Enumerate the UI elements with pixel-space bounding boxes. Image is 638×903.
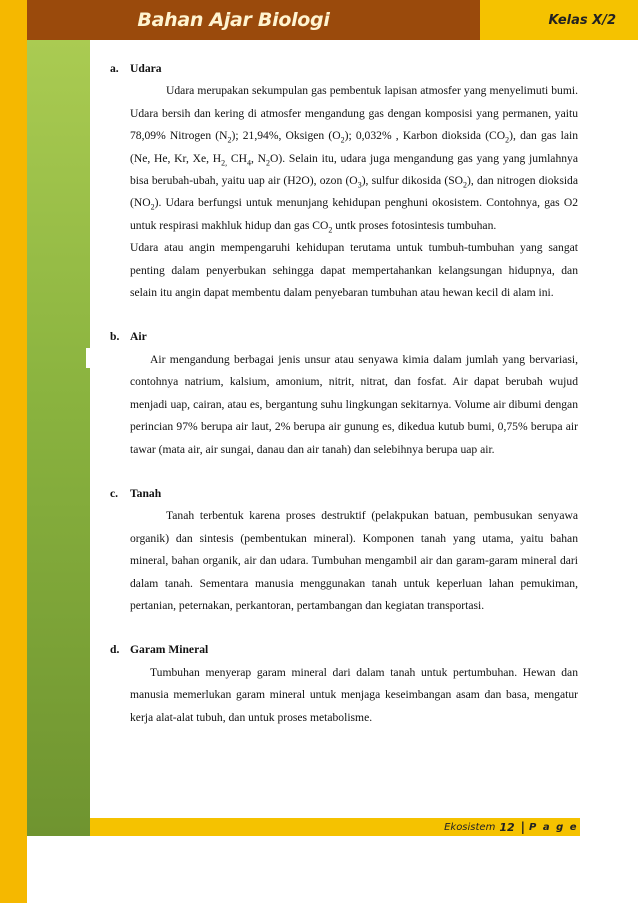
header-title-band [27, 0, 480, 40]
paragraph-garam-mineral-1: Tumbuhan menyerap garam mineral dari dalam tanah untuk pertumbuhan. Hewan dan manusia memerlukan garam mineral untuk menjaga keseimbangan asam dan basa, mengatur kerja alat-alat tubuh, dan untuk proses metabolisme. [130, 665, 578, 724]
footer-page-number: 12 [499, 820, 515, 834]
footer-page-label: P a g e [529, 821, 578, 833]
side-stripe-green [27, 40, 90, 836]
header-class-band [480, 0, 638, 40]
page-header [0, 0, 638, 40]
paragraph-air-1: Air mengandung berbagai jenis unsur atau senyawa kimia dalam jumlah yang bervariasi, contohnya natrium, kalsium, amonium, nitrit, nitrat, dan fosfat. Air dapat berubah wujud menjadi uap, cairan, atau es, bergantung suhu lingkungan sekitarnya. Volume air dibumi dengan perincian 97% berupa air laut, 2% berupa air gunung es, dikedua kutub bumi, 0,75% berupa air tawar (mata air, air sungai, danau dan air tanah) dan selebihnya berupa uap air. [130, 352, 578, 456]
section-title-udara: a. Udara [110, 62, 162, 75]
section-title-air: b. Air [110, 330, 147, 344]
header-kelas: Kelas X/2 [548, 12, 616, 28]
side-notch [86, 348, 90, 368]
footer-topic: Ekosistem [444, 821, 496, 833]
footer-separator: | [520, 820, 526, 834]
section-title-garam-mineral: d. Garam Mineral [110, 643, 209, 657]
paragraph-udara-1: Udara merupakan sekumpulan gas pembentuk lapisan atmosfer yang menyelimuti bumi. Udara bersih dan kering di atmosfer mengandung gas dengan komposisi yang permanen, yaitu 78,09% Nitrogen $(N_2)$; 21,94%, Oksigen $(O_2)$; 0,032% , Karbon dioksida $(CO_2)$, dan gas lain (Ne, He, Kr, Xe, $H_{2,}$ $CH_4$, $N_2O$). Selain itu, udara juga mengandung gas yang yang jumlahnya bisa berubah-ubah, yaitu uap air (H2O), ozon $(O_3)$, sulfur dikosida $(SO_2)$, dan nitrogen dioksida $(NO_2)$. Udara berfungsi untuk menunjang kehidupan penghuni okosistem. Contohnya, gas O2 untuk respirasi makhluk hidup dan gas $CO_2$ untk proses fotosintesis tumbuhan. [130, 84, 578, 235]
document-body [110, 58, 578, 729]
section-title-tanah: c. Tanah [110, 486, 162, 500]
header-title: Bahan Ajar Biologi [137, 9, 330, 31]
paragraph-tanah-1: Tanah terbentuk karena proses destruktif (pelakpukan batuan, pembusukan senyawa organik) dan sintesis (pembentukan mineral). Komponen tanah yang utama, yaitu bahan mineral, bahan organik, air dan udara. Tumbuhan mengambil air dan garam-garam mineral dari dalam tanah. Sementara manusia menggunakan tanah untuk keperluan lahan pemukiman, pertanian, peternakan, perkantoran, pertambangan dan kegiatan transportasi. [130, 509, 578, 612]
page-footer [90, 818, 580, 836]
side-stripe-yellow [0, 0, 27, 903]
paragraph-udara-2: Udara atau angin mempengaruhi kehidupan terutama untuk tumbuh-tumbuhan yang sangat penting dalam penyerbukan sehingga dapat mempertahankan kelangsungan hidupnya, dan selain itu angin dapat membentu dalam penyebaran tumbuhan atau hewan kecil di alam ini. [130, 241, 578, 300]
